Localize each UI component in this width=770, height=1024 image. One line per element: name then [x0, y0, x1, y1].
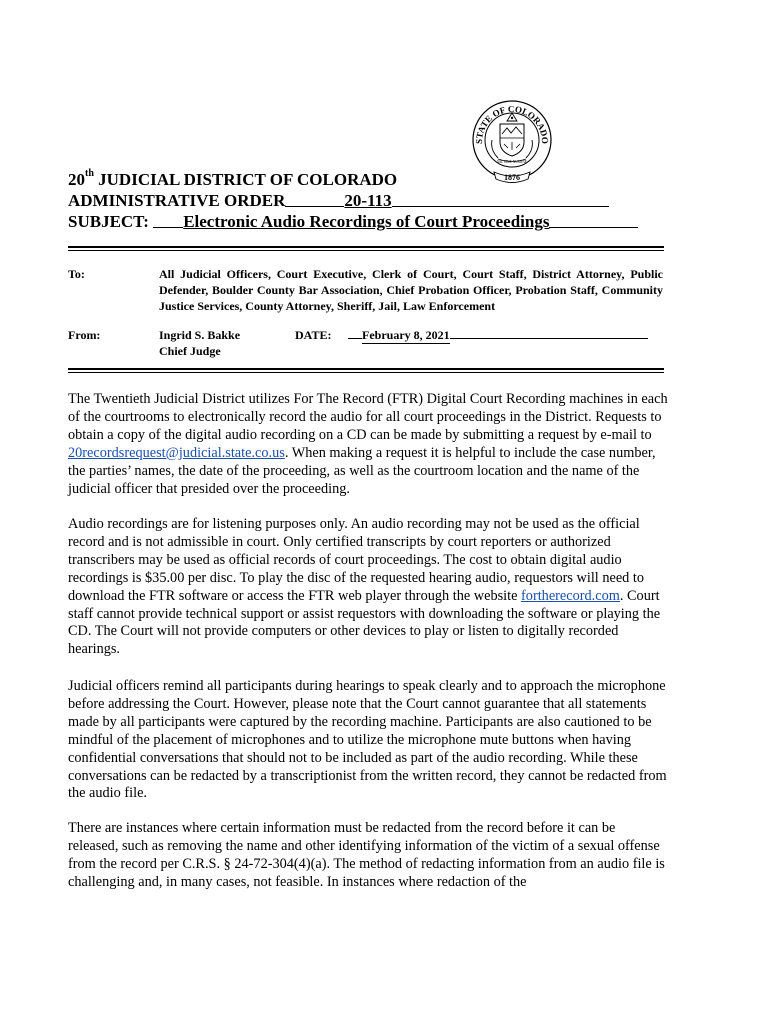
to-label: To: — [68, 267, 85, 281]
records-request-email-link[interactable]: 20recordsrequest@judicial.state.co.us — [68, 444, 285, 461]
memo-rule — [68, 368, 664, 373]
paragraph-audio-use: Audio recordings are for listening purposes only. An audio recording may not be used as the official record and is not admissible in court. Only certified transcripts by court reporters or authorized transcribers may be used as official records of court proceedings. The cost to obtain digital audio recordings is $35.00 per disc. To play the disc of the requested hearing audio, requestors will need to download the FTR software or access the FTR web player through the website fortherecord.com. Court staff cannot provide technical support or assist requestors with downloading the software or playing the CD. The Court will not provide computers or other devices to play or listen to digitally recorded hearings. — [68, 516, 661, 658]
order-label: ADMINISTRATIVE ORDER — [68, 191, 286, 210]
seal-motto: NIL SINE NUMINE — [496, 160, 528, 164]
order-number: 20-113 — [344, 191, 392, 210]
header-rule — [68, 246, 664, 251]
from-label: From: — [68, 328, 101, 342]
date-field — [348, 327, 648, 344]
subject-text: Electronic Audio Recordings of Court Proceedings — [183, 212, 550, 231]
date-value: February 8, 2021 — [362, 328, 450, 342]
seal-year: 1876 — [504, 173, 520, 182]
from-signatory — [159, 327, 240, 359]
to-recipients: All Judicial Officers, Court Executive, Clerk of Court, Court Staff, District Attorney, Public Defender, Boulder County Bar Association, Chief Probation Officer, Probation Staff, Community Justice Services, County Attorney, Sheriff, Jail, Law Enforcement — [159, 267, 663, 313]
subject-label: SUBJECT: — [68, 212, 149, 231]
from-name: Ingrid S. Bakke — [159, 328, 241, 342]
district-heading: 20th JUDICIAL DISTRICT OF COLORADO — [68, 168, 398, 189]
paragraph-ftr-recording: The Twentieth Judicial District utilizes For The Record (FTR) Digital Court Recording machines in each of the courtrooms to electronically record the audio for all court proceedings in the District. Requests to obtain a copy of the digital audio recording on a CD can be made by submitting a request by e-mail to 20recordsrequest@judicial.state.co.us. When making a request it is helpful to include the case number, the parties’ names, the date of the proceeding, as well as the courtroom location and the name of the judicial officer that presided over the proceeding. — [68, 391, 668, 497]
subject-line — [68, 211, 638, 232]
date-label: DATE: — [295, 328, 332, 342]
order-line — [68, 190, 609, 211]
seal-ring-text: STATE OF COLORADO — [473, 103, 551, 145]
colorado-state-seal-icon — [462, 98, 562, 186]
paragraph-participant-reminder: Judicial officers remind all participants during hearings to speak clearly and to approach the microphone before addressing the Court. However, please note that the Court cannot guarantee that all statements made by all participants were captured by the recording machine. Participants are also cautioned to be mindful of the placement of microphones and to utilize the microphone mute buttons when having confidential conversations that should not to be included as part of the audio recording. While these conversations can be redacted by a transcriptionist from the written record, they cannot be redacted from the audio file. — [68, 678, 667, 802]
from-title: Chief Judge — [159, 344, 221, 358]
fortherecord-link[interactable]: fortherecord.com — [521, 587, 620, 604]
paragraph-redaction: There are instances where certain information must be redacted from the record before it can be released, such as removing the name and other identifying information of the victim of a sexual offense from the record per C.R.S. § 24-72-304(4)(a). The method of redacting information from an audio file is challenging and, in many cases, not feasible. In instances where redaction of the — [68, 820, 665, 890]
